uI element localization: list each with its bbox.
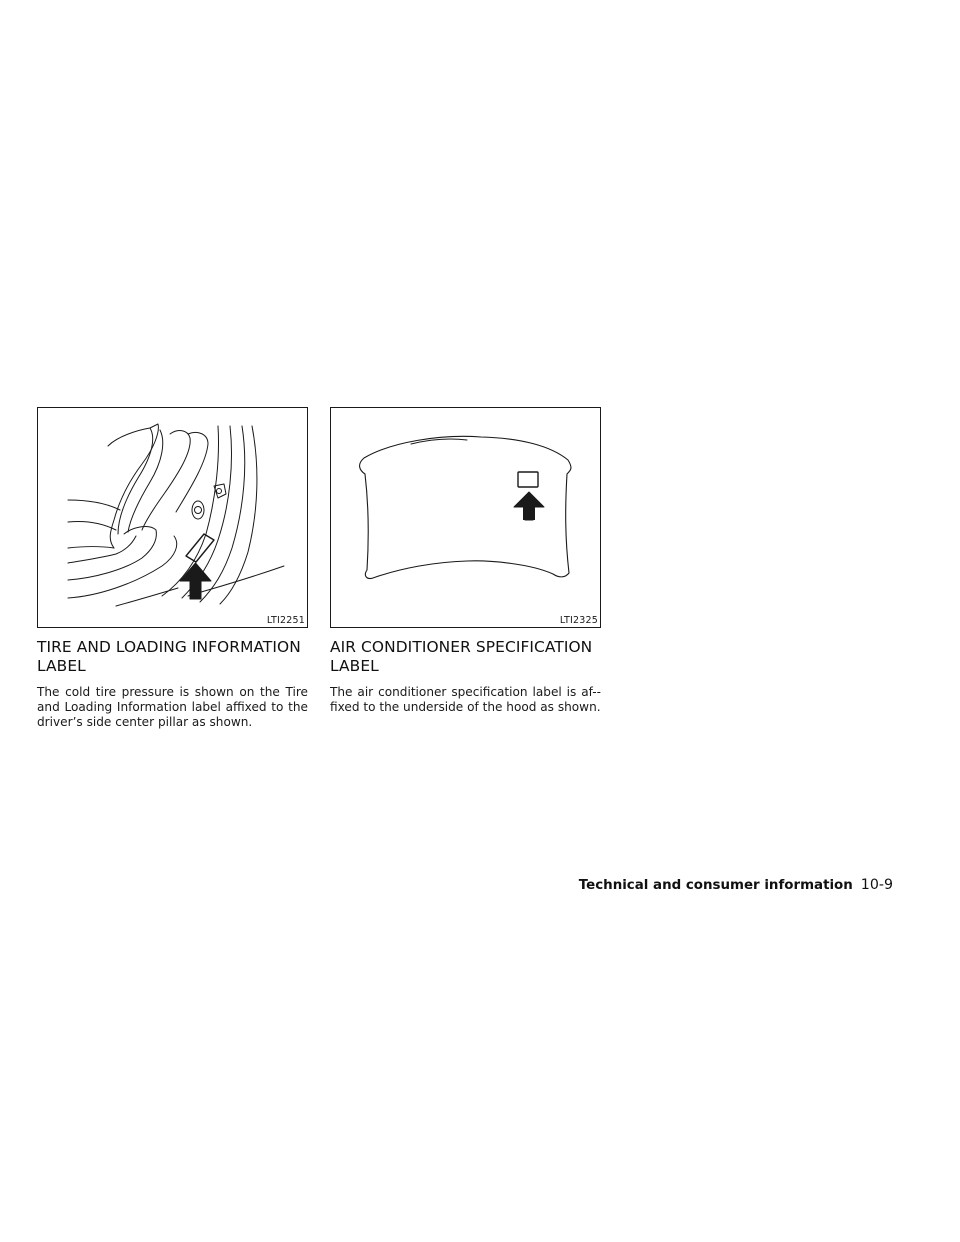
figure-tire-loading-label bbox=[37, 407, 308, 628]
figure-code: LTI2251 bbox=[266, 615, 305, 626]
section-air-conditioner-label bbox=[330, 407, 601, 715]
hood-underside-illustration bbox=[331, 408, 600, 627]
section-title: AIR CONDITIONER SPECIFICATION LABEL bbox=[330, 638, 593, 675]
section-tire-loading-label bbox=[37, 407, 308, 730]
section-title: TIRE AND LOADING INFORMATION LABEL bbox=[37, 638, 301, 675]
footer-section-name: Technical and consumer information bbox=[578, 878, 853, 893]
page-number: 10-9 bbox=[860, 877, 893, 893]
section-body: The cold tire pressure is shown on the Tire and Loading Information label affixed to the driver’s side center pillar as shown. bbox=[37, 685, 308, 729]
center-pillar-illustration bbox=[38, 408, 307, 627]
section-body: The air conditioner specification label is af-fixed to the underside of the hood as shown. bbox=[330, 685, 601, 714]
figure-air-conditioner-label bbox=[330, 407, 601, 628]
figure-code: LTI2325 bbox=[559, 615, 598, 626]
page-footer bbox=[579, 877, 893, 893]
